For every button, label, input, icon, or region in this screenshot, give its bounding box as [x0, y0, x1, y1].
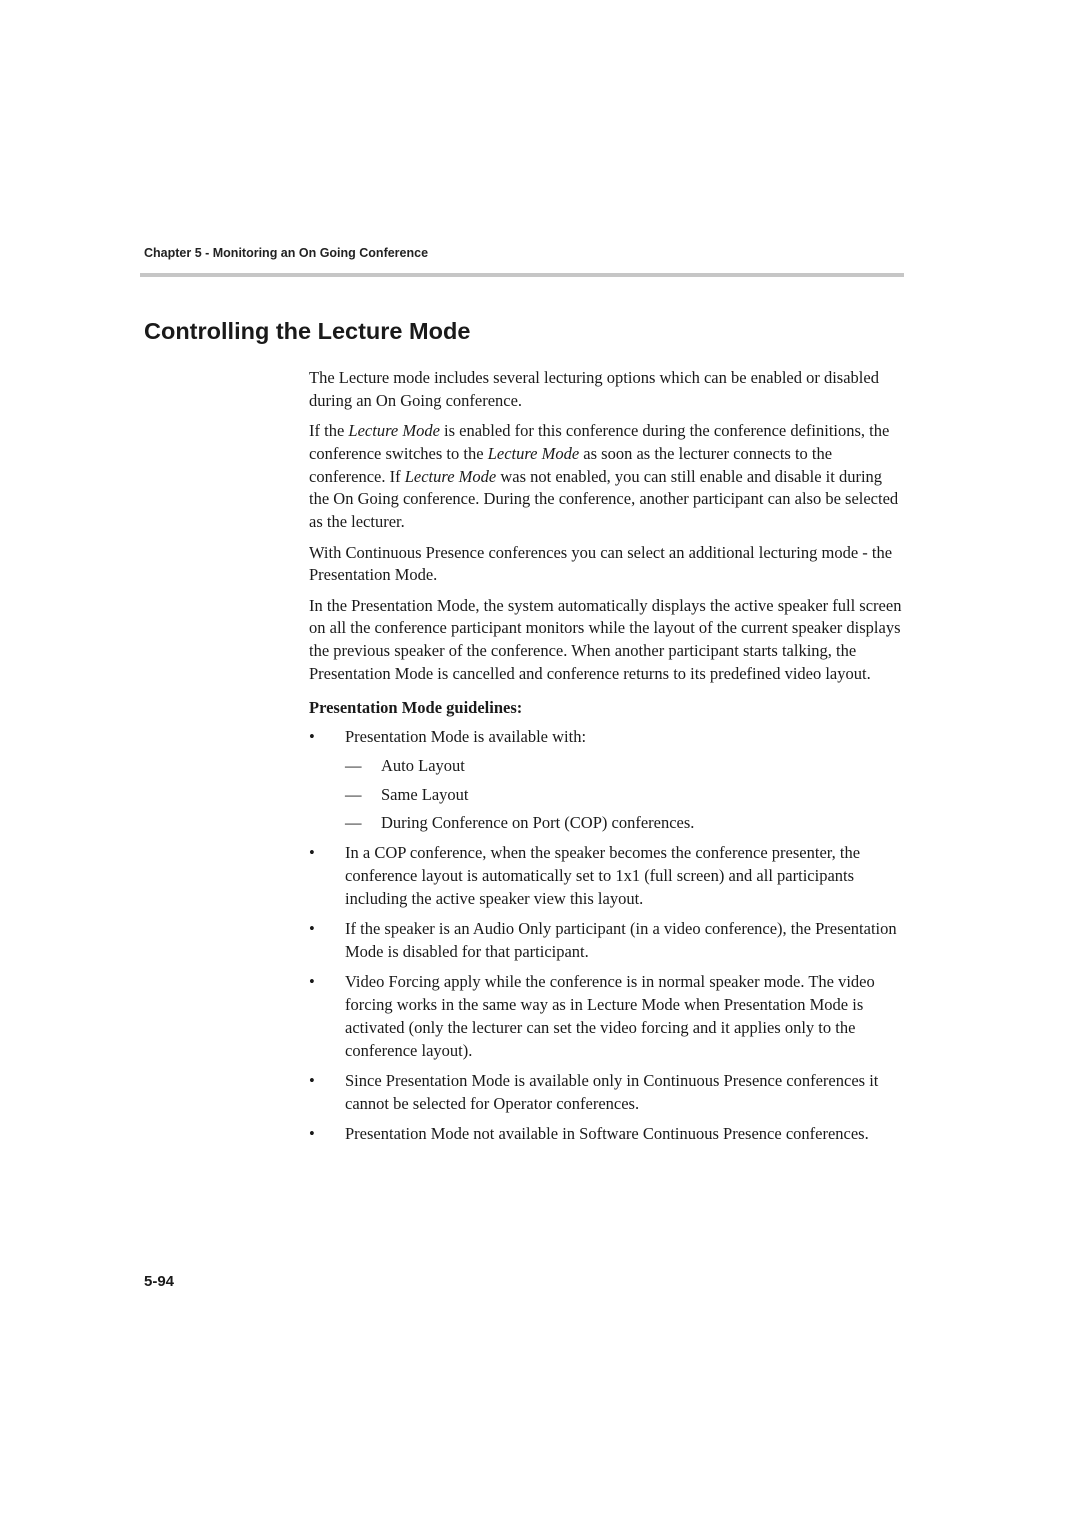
text-run: is enabled for this conference during the conference definitions, the conference switches to the: [309, 421, 890, 463]
sub-list-item: [345, 755, 903, 778]
bullet-icon: •: [309, 919, 315, 939]
paragraph-intro: The Lecture mode includes several lecturing options which can be enabled or disabled during an On Going conference.: [309, 368, 879, 410]
text-run: If the: [309, 421, 349, 441]
bullet-icon: •: [309, 1071, 315, 1091]
list-item: [309, 1070, 903, 1116]
body-text: [309, 367, 903, 1153]
running-head: Chapter 5 - Monitoring an On Going Conference: [144, 246, 429, 260]
dash-icon: —: [345, 813, 362, 833]
section-title: Controlling the Lecture Mode: [144, 318, 471, 344]
sub-list-item-text: Auto Layout: [381, 756, 465, 776]
guidelines-list: [309, 726, 903, 1146]
list-item: [309, 1123, 903, 1146]
sub-list-item: [345, 784, 903, 807]
list-item: [309, 726, 903, 835]
italic-term: Lecture Mode: [348, 421, 440, 441]
header-rule: [140, 273, 904, 277]
italic-term: Lecture Mode: [487, 443, 580, 463]
list-item: [309, 918, 903, 964]
list-item: [309, 971, 903, 1062]
text-run: was not enabled, you can still enable and disable it during the On Going conference. During the conference, another participant can also be selected as the lecturer.: [309, 466, 899, 532]
page-number: 5-94: [144, 1273, 175, 1290]
text-run: as soon as the lecturer connects to the conference. If: [309, 443, 833, 486]
sub-list-item-text: Same Layout: [381, 784, 469, 804]
paragraph-presentation-mode: In the Presentation Mode, the system automatically displays the active speaker full screen on all the conference participant monitors while the layout of the current speaker displays the previous speaker of the conference. When another participant starts talking, the Presentation Mode is cancelled and conference returns to its predefined video layout.: [309, 595, 902, 684]
sub-list: [345, 755, 903, 834]
dash-icon: —: [345, 784, 362, 804]
dash-icon: —: [345, 756, 362, 776]
italic-term: Lecture Mode: [404, 466, 497, 486]
sub-list-item: [345, 812, 903, 835]
paragraph-lecture-mode: [309, 420, 903, 534]
bullet-icon: •: [309, 843, 315, 863]
list-item-text: Presentation Mode is available with:: [345, 726, 587, 746]
list-item: [309, 842, 903, 910]
paragraph-continuous-presence: With Continuous Presence conferences you can select an additional lecturing mode - the Presentation Mode.: [309, 542, 893, 585]
bullet-icon: •: [309, 726, 315, 746]
list-item-text: Presentation Mode not available in Software Continuous Presence conferences.: [345, 1124, 869, 1144]
sub-list-item-text: During Conference on Port (COP) conferences.: [381, 813, 695, 833]
list-item-text: In a COP conference, when the speaker becomes the conference presenter, the conference layout is automatically set to 1x1 (full screen) and all participants including the active speaker view this layout.: [345, 843, 861, 908]
list-item-text: Since Presentation Mode is available only in Continuous Presence conferences it cannot be selected for Operator conferences.: [345, 1071, 879, 1113]
list-item-text: Video Forcing apply while the conference is in normal speaker mode. The video forcing works in the same way as in Lecture Mode when Presentation Mode is activated (only the lecturer can set the video forcing and it applies only to the conference layout).: [345, 972, 875, 1060]
bullet-icon: •: [309, 1124, 315, 1144]
bullet-icon: •: [309, 972, 315, 992]
list-item-text: If the speaker is an Audio Only participant (in a video conference), the Presentation Mode is disabled for that participant.: [345, 919, 897, 962]
guidelines-subheading: Presentation Mode guidelines:: [309, 697, 523, 717]
